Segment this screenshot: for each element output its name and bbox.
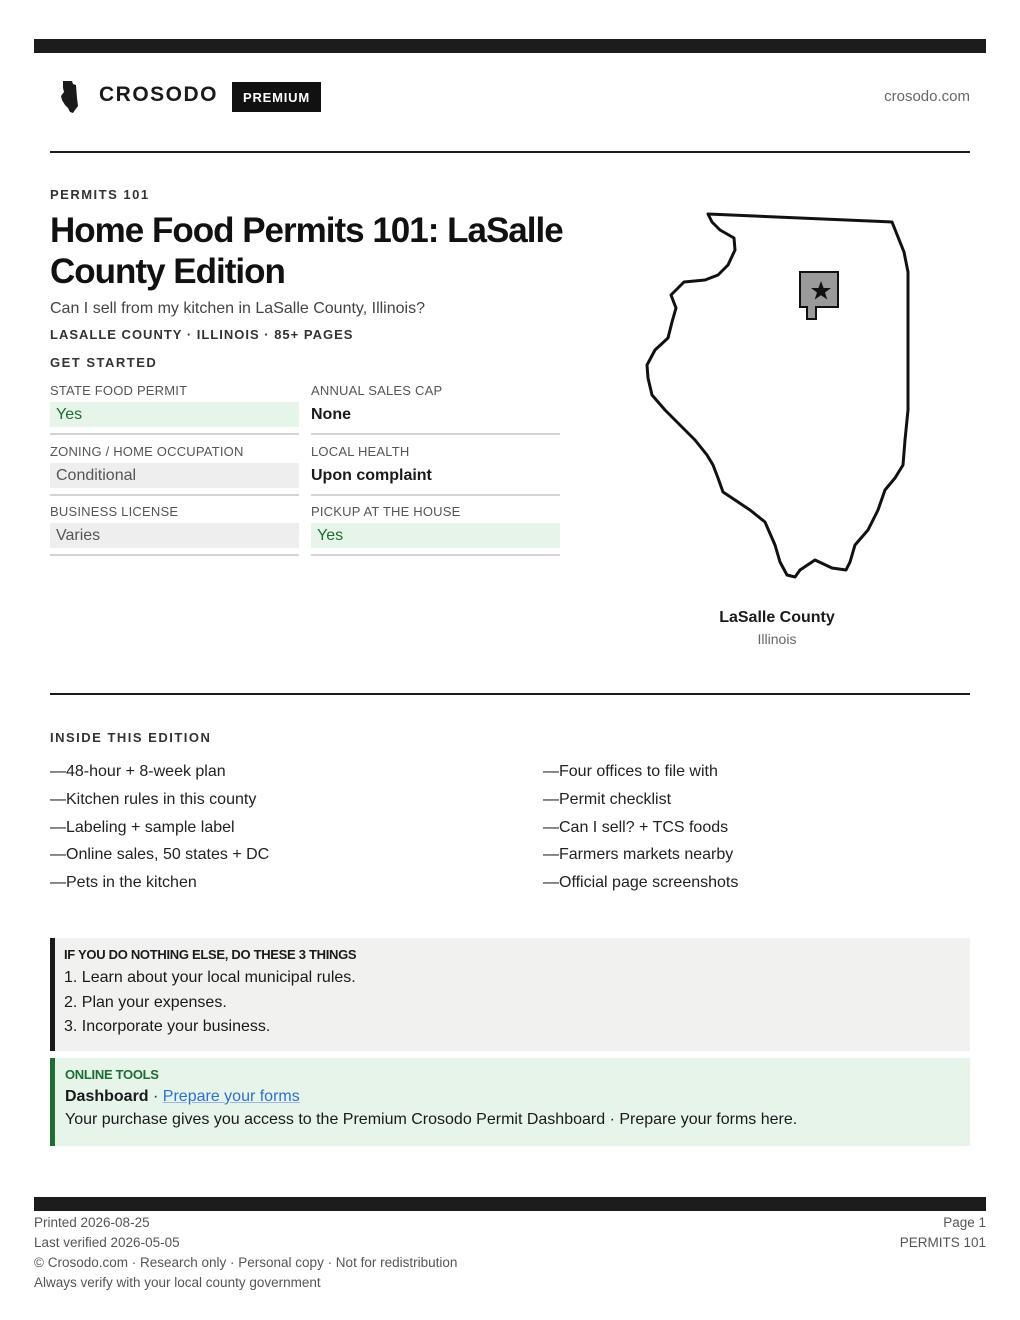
fact-label: LOCAL HEALTH — [311, 444, 410, 459]
callout-title: IF YOU DO NOTHING ELSE, DO THESE 3 THINGS — [64, 947, 357, 962]
fact-business-license — [50, 504, 299, 556]
section-divider — [50, 693, 970, 695]
page-subtitle: Can I sell from my kitchen in LaSalle County, Illinois? — [50, 300, 425, 317]
toc-item: —Labeling + sample label — [50, 818, 235, 836]
fact-value: Varies — [50, 523, 299, 548]
footer-bar — [34, 1197, 986, 1211]
three-things-callout — [50, 938, 970, 1051]
fact-local-health — [311, 444, 560, 496]
copyright-notice: © Crosodo.com · Research only · Personal copy · Not for redistribution — [34, 1255, 458, 1270]
tools-description: Your purchase gives you access to the Premium Crosodo Permit Dashboard · Prepare your forms here. — [65, 1111, 798, 1128]
callout-item: 1. Learn about your local municipal rules. — [64, 969, 356, 986]
toc-right-list — [543, 758, 738, 897]
section-kicker: PERMITS 101 — [50, 187, 150, 202]
fact-label: STATE FOOD PERMIT — [50, 383, 188, 398]
toc-item: —Permit checklist — [543, 790, 672, 808]
tools-links-line — [65, 1088, 970, 1106]
verified-date: Last verified 2026-05-05 — [34, 1235, 180, 1250]
site-url[interactable]: crosodo.com — [884, 88, 970, 105]
illinois-state-icon — [60, 80, 80, 114]
map-county-label: LaSalle County — [719, 609, 835, 626]
toc-item: —Can I sell? + TCS foods — [543, 818, 729, 836]
illinois-outline — [647, 214, 908, 577]
edition-meta: LASALLE COUNTY · ILLINOIS · 85+ PAGES — [50, 327, 354, 342]
illinois-map — [640, 205, 920, 585]
toc-item: —48-hour + 8-week plan — [50, 763, 226, 780]
toc-item: —Farmers markets nearby — [543, 846, 734, 864]
get-started-heading: GET STARTED — [50, 355, 158, 370]
footer-left — [34, 1213, 457, 1293]
printed-date: Printed 2026-08-25 — [34, 1215, 150, 1230]
page-title: Home Food Permits 101: LaSalle County Edition — [50, 211, 563, 291]
fact-value: Yes — [50, 402, 299, 427]
fact-value: Conditional — [50, 463, 299, 488]
header-divider — [50, 151, 970, 153]
toc-item: —Official page screenshots — [543, 874, 739, 892]
inside-edition-heading: INSIDE THIS EDITION — [50, 730, 212, 745]
fact-label: PICKUP AT THE HOUSE — [311, 504, 461, 519]
toc-item: —Kitchen rules in this county — [50, 790, 257, 808]
page-number: Page 1 — [943, 1215, 986, 1230]
header — [50, 78, 970, 118]
callout-item: 2. Plan your expenses. — [64, 993, 227, 1011]
fact-state-food-permit — [50, 383, 299, 435]
fact-value: None — [311, 406, 351, 423]
tools-title: ONLINE TOOLS — [65, 1067, 159, 1082]
fact-annual-sales-cap — [311, 383, 560, 435]
premium-badge: PREMIUM — [232, 82, 321, 112]
brand-name[interactable]: CROSODO — [99, 83, 219, 106]
verify-disclaimer: Always verify with your local county government — [34, 1275, 321, 1290]
footer-section: PERMITS 101 — [899, 1235, 986, 1250]
prepare-forms-link[interactable]: Prepare your forms — [162, 1088, 300, 1105]
toc-item: —Online sales, 50 states + DC — [50, 846, 270, 864]
toc-item: —Four offices to file with — [543, 763, 718, 780]
fact-value: Upon complaint — [311, 467, 432, 484]
tools-separator: · — [148, 1088, 163, 1105]
fact-value: Yes — [311, 523, 560, 548]
fact-label: ZONING / HOME OCCUPATION — [50, 444, 244, 459]
callout-list — [64, 966, 970, 1040]
footer-right — [900, 1213, 986, 1253]
callout-item: 3. Incorporate your business. — [64, 1018, 271, 1035]
online-tools-box — [50, 1058, 970, 1146]
fact-label: ANNUAL SALES CAP — [311, 383, 443, 398]
top-bar — [34, 39, 986, 53]
fact-zoning — [50, 444, 299, 496]
toc-left-list — [50, 758, 269, 897]
dashboard-label: Dashboard — [65, 1088, 149, 1105]
toc-item: —Pets in the kitchen — [50, 874, 197, 892]
map-state-label: Illinois — [757, 631, 797, 647]
fact-pickup-at-house — [311, 504, 560, 556]
fact-label: BUSINESS LICENSE — [50, 504, 179, 519]
